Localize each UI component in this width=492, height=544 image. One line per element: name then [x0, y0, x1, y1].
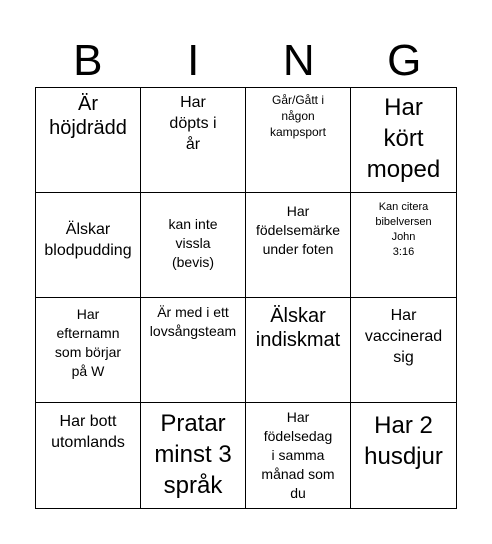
cell-text: Har 2 husdjur: [364, 412, 443, 470]
cell-text: Har vaccinerad sig: [364, 307, 443, 366]
bingo-cell-4-4[interactable]: [351, 403, 456, 508]
cell-text: Har födelsemärke under foten: [255, 203, 341, 257]
bingo-cell-1-3[interactable]: [246, 88, 351, 193]
bingo-header: [35, 36, 457, 86]
cell-text: Har bott utomlands: [51, 413, 125, 451]
bingo-cell-1-1[interactable]: [36, 88, 141, 193]
header-letter-i: I: [187, 36, 200, 85]
header-letter-g: G: [387, 36, 422, 85]
cell-text: Har döpts i år: [169, 94, 217, 153]
cell-text: Går/Gått i någon kampsport: [269, 93, 327, 139]
cell-text: Kan citera bibelversen John 3:16: [375, 201, 432, 258]
cell-text: Pratar minst 3 språk: [154, 410, 232, 499]
cell-text: kan inte vissla (bevis): [168, 216, 218, 270]
bingo-cell-4-1[interactable]: [36, 403, 141, 508]
bingo-cell-3-4[interactable]: [351, 298, 456, 403]
bingo-cell-4-3[interactable]: [246, 403, 351, 508]
bingo-cell-2-4[interactable]: [351, 193, 456, 298]
cell-text: Har födelsedag i samma månad som du: [261, 409, 335, 501]
cell-text: Har kört moped: [366, 94, 441, 183]
bingo-cell-1-4[interactable]: [351, 88, 456, 193]
cell-text: Älskar indiskmat: [255, 305, 341, 351]
bingo-cell-3-3[interactable]: [246, 298, 351, 403]
cell-text: Älskar blodpudding: [44, 221, 132, 259]
bingo-cell-4-2[interactable]: [141, 403, 246, 508]
bingo-cell-2-2[interactable]: [141, 193, 246, 298]
cell-text: Har efternamn som börjar på W: [54, 306, 122, 379]
bingo-cell-2-1[interactable]: [36, 193, 141, 298]
header-letter-n: N: [282, 36, 315, 85]
cell-text: Är med i ett lovsångsteam: [149, 304, 237, 339]
bingo-cell-3-2[interactable]: [141, 298, 246, 403]
bingo-cell-1-2[interactable]: [141, 88, 246, 193]
header-letter-b: B: [73, 36, 103, 85]
bingo-grid: [35, 87, 457, 509]
bingo-cell-2-3[interactable]: [246, 193, 351, 298]
cell-text: Är höjdrädd: [49, 93, 127, 139]
bingo-cell-3-1[interactable]: [36, 298, 141, 403]
